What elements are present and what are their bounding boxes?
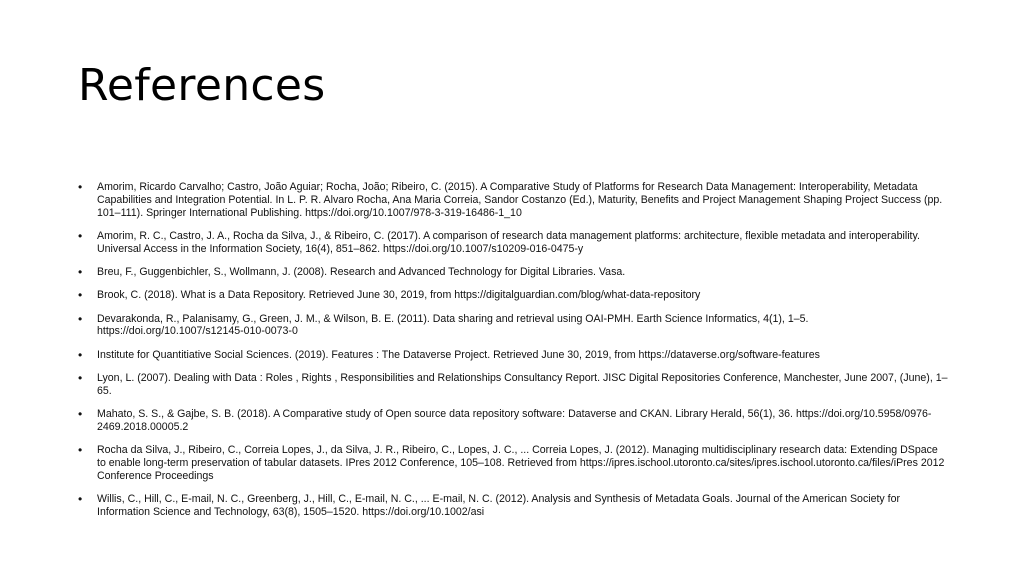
reference-text: Devarakonda, R., Palanisamy, G., Green, J. M., & Wilson, B. E. (2011). Data sharing and retrieval using OAI-PMH. Earth Science Informatics, 4(1), 1–5. https://doi.org/10.1007/s12145-010-0073-0 — [97, 312, 809, 338]
bullet-icon: • — [78, 347, 83, 362]
reference-text: Lyon, L. (2007). Dealing with Data : Roles , Rights , Responsibilities and Relationships Consultancy Report. JISC Digital Repositories Conference, Manchester, June 2007, (June), 1–65. — [97, 371, 948, 397]
bullet-icon: • — [78, 228, 83, 243]
bullet-icon: • — [78, 180, 83, 194]
reference-item — [78, 372, 948, 398]
reference-item — [78, 230, 948, 256]
bullet-icon: • — [78, 407, 83, 422]
bullet-icon: • — [78, 311, 83, 326]
slide-title: References — [78, 60, 326, 111]
reference-list — [78, 181, 948, 529]
reference-item — [78, 408, 948, 434]
reference-item — [78, 444, 948, 482]
reference-text: Breu, F., Guggenbichler, S., Wollmann, J. (2008). Research and Advanced Technology for Digital Libraries. Vasa. — [97, 265, 626, 278]
bullet-icon: • — [78, 443, 83, 458]
reference-text: Brook, C. (2018). What is a Data Repository. Retrieved June 30, 2019, from https://digitalguardian.com/blog/what-data-repository — [97, 289, 701, 302]
reference-text: Institute for Quantitiative Social Sciences. (2019). Features : The Dataverse Project. Retrieved June 30, 2019, from https://dataverse.org/software-features — [97, 348, 820, 361]
reference-item — [78, 349, 948, 362]
reference-text: Rocha da Silva, J., Ribeiro, C., Correia Lopes, J., da Silva, J. R., Ribeiro, C., Lopes, J. C., ... Correia Lopes, J. (2012). Managing multidisciplinary research data: Extending DSpace to enable long-term preservation of tabular datasets. IPres 2012 Conference, 105–108. Retrieved from https://ipres.ischool.utoronto.ca/sites/ipres.ischool.utoronto.ca/files/iPres 2012 Conference Proceedings — [97, 444, 945, 482]
reference-item — [78, 266, 948, 279]
reference-text: Willis, C., Hill, C., E-mail, N. C., Greenberg, J., Hill, C., E-mail, N. C., ... E-mail, N. C. (2012). Analysis and Synthesis of Metadata Goals. Journal of the American Society for Information Science and Technology, 63(8), 1505–1520. https://doi.org/10.1002/asi — [97, 493, 901, 518]
bullet-icon: • — [78, 370, 83, 385]
bullet-icon: • — [78, 492, 83, 507]
bullet-icon: • — [78, 264, 83, 279]
reference-item — [78, 181, 948, 219]
bullet-icon: • — [78, 288, 83, 303]
reference-item — [78, 313, 948, 339]
reference-item — [78, 289, 948, 302]
reference-item — [78, 493, 948, 519]
reference-text: Mahato, S. S., & Gajbe, S. B. (2018). A Comparative study of Open source data repository software: Dataverse and CKAN. Library Herald, 56(1), 36. https://doi.org/10.5958/0976-2469.2018.00005.2 — [97, 408, 932, 433]
reference-text: Amorim, Ricardo Carvalho; Castro, João Aguiar; Rocha, João; Ribeiro, C. (2015). A Comparative Study of Platforms for Research Data Management: Interoperability, Metadata Capabilities and Integration Potential. In L. P. R. Alvaro Rocha, Ana Maria Correia, Sandor Costanzo (Ed.), Maturity, Benefits and Project Management Shaping Project Success (pp. 101–111). Springer International Publishing. https://doi.org/10.1007/978-3-319-16486-1_10 — [97, 181, 943, 219]
reference-text: Amorim, R. C., Castro, J. A., Rocha da Silva, J., & Ribeiro, C. (2017). A comparison of research data management platforms: architecture, flexible metadata and interoperability. Universal Access in the Information Society, 16(4), 851–862. https://doi.org/10.1007/s10209-016-0475-y — [97, 229, 920, 255]
